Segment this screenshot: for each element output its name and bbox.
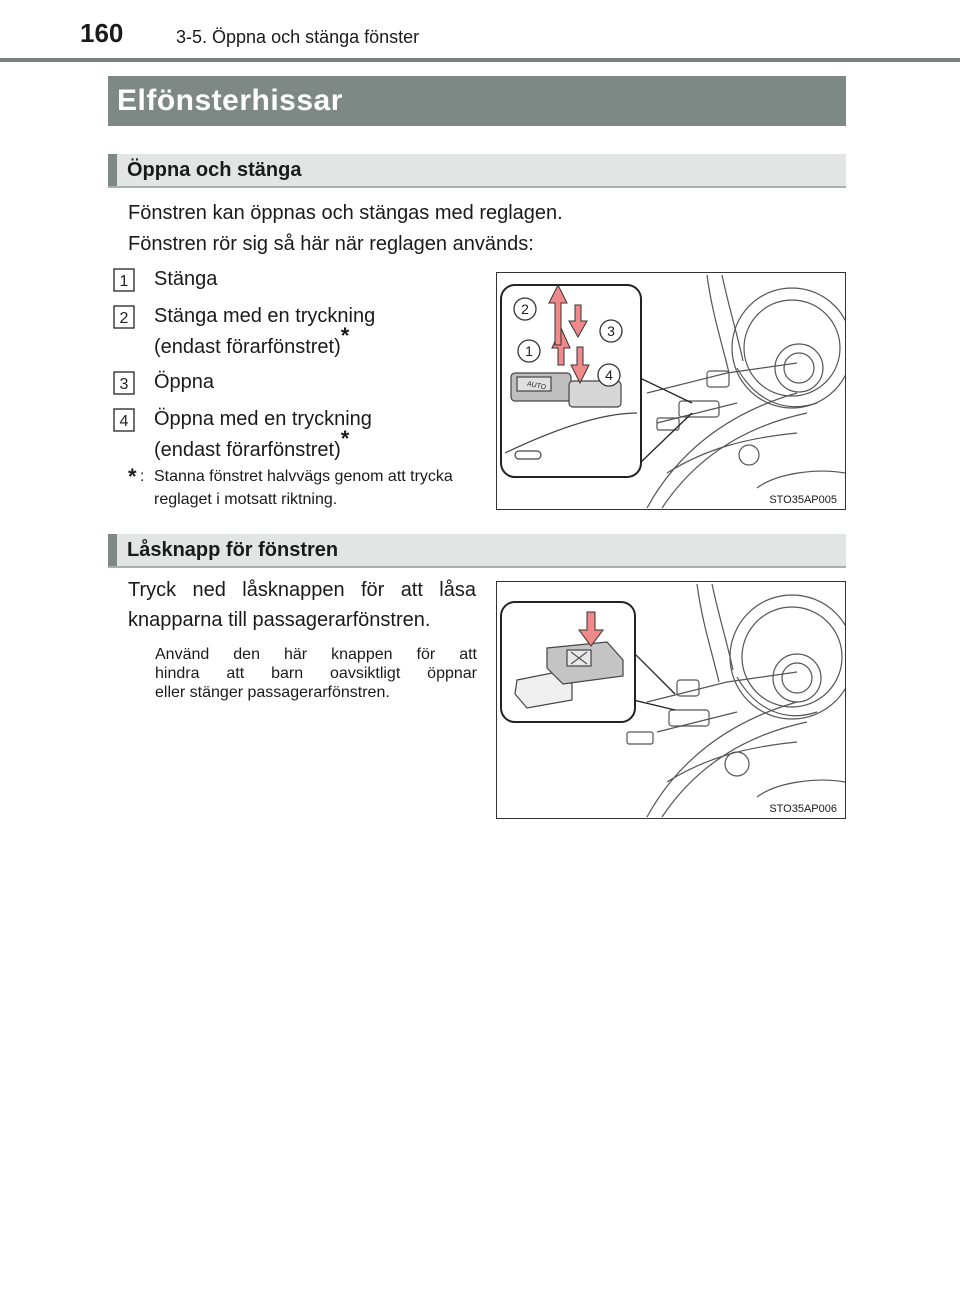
footnote-asterisk: * xyxy=(128,464,137,489)
number-1-icon xyxy=(113,268,135,292)
svg-text:1: 1 xyxy=(525,343,533,359)
list-item-text: Stänga med en tryckning (endast förarfönstret)* xyxy=(154,305,376,358)
lock-switch-illustration xyxy=(497,582,846,819)
svg-text:2: 2 xyxy=(119,310,129,327)
window-switch-illustration xyxy=(497,273,846,510)
page-number: 160 xyxy=(80,18,124,48)
section-accent xyxy=(108,154,117,186)
figure-id: STO35AP005 xyxy=(769,494,837,506)
lock-body-line-2: knapparna till passagerarfönstren. xyxy=(128,609,431,631)
list-item-text: Öppna xyxy=(154,371,215,393)
lock-body-line-1: Tryck ned låsknappen för att låsa xyxy=(128,579,476,601)
svg-text:1: 1 xyxy=(119,273,129,290)
note-line-2: hindra att barn oavsiktligt öppnar xyxy=(155,665,477,682)
figure-window-switches xyxy=(496,272,846,510)
section-heading-text: Låsknapp för fönstren xyxy=(127,539,339,561)
svg-text:3: 3 xyxy=(119,376,129,393)
asterisk-mark: * xyxy=(340,426,350,452)
svg-text:AUTO: AUTO xyxy=(526,380,547,392)
lock-note xyxy=(155,645,477,702)
section-accent xyxy=(108,534,117,566)
number-4-icon xyxy=(113,408,135,432)
asterisk-mark: * xyxy=(340,323,350,349)
note-line-1: Använd den här knappen för att xyxy=(155,646,477,663)
list-item-text: Öppna med en tryckning (endast förarfönstret)* xyxy=(154,408,372,461)
svg-text:2: 2 xyxy=(521,301,529,317)
number-2-icon xyxy=(113,305,135,329)
footnote-text: Stanna fönstret halvvägs genom att trycka reglaget i motsatt riktning. xyxy=(154,468,453,508)
figure-id: STO35AP006 xyxy=(769,803,837,815)
running-head: 3-5. Öppna och stänga fönster xyxy=(176,27,420,47)
svg-text:4: 4 xyxy=(605,367,613,383)
svg-text:4: 4 xyxy=(119,413,129,430)
number-3-icon xyxy=(113,371,135,395)
section-heading-lock-button xyxy=(108,534,846,568)
note-line-3: eller stänger passagerarfönstren. xyxy=(155,684,390,701)
svg-text:3: 3 xyxy=(607,323,615,339)
list-item-text: Stänga xyxy=(154,268,218,290)
header-rule xyxy=(0,58,960,62)
section-heading-text: Öppna och stänga xyxy=(127,159,302,181)
page-title: Elfönsterhissar xyxy=(108,76,846,126)
intro-line-2: Fönstren rör sig så här när reglagen används: xyxy=(128,233,534,255)
figure-lock-switch xyxy=(496,581,846,819)
intro-line-1: Fönstren kan öppnas och stängas med reglagen. xyxy=(128,202,563,224)
footnote-colon: : xyxy=(140,468,145,485)
section-heading-open-close xyxy=(108,154,846,188)
